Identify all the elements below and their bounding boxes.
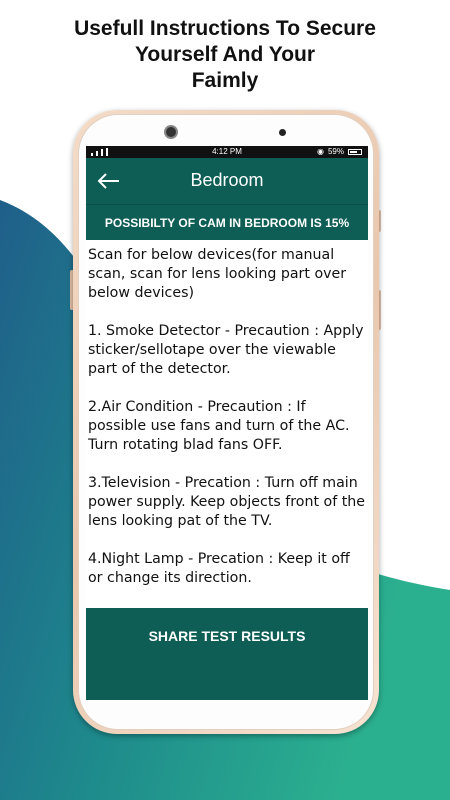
share-test-results-button[interactable]: SHARE TEST RESULTS [86, 608, 368, 700]
eye-icon: ◉ [317, 147, 324, 156]
app-bar [86, 158, 368, 204]
front-camera-icon [164, 125, 178, 139]
battery-percent: 59% [327, 147, 344, 156]
instructions-scroll[interactable] [88, 246, 366, 608]
app-screen [86, 146, 368, 700]
instruction-item: 4.Night Lamp - Precation : Keep it off or change its direction. [88, 551, 350, 586]
instruction-item: Scan for below devices(for manual scan, scan for lens looking part over below devices) [88, 247, 347, 301]
battery-icon [348, 149, 362, 155]
app-title: Bedroom [190, 170, 264, 190]
headline-line-1: Usefull Instructions To Secure [74, 17, 376, 40]
sensor-icon [279, 129, 286, 136]
instruction-item: 1. Smoke Detector - Precaution : Apply sticker/sellotape over the viewable part of the detector. [88, 323, 364, 377]
headline-line-3: Faimly [191, 69, 259, 92]
headline [0, 16, 450, 94]
status-bar [86, 146, 368, 158]
status-right [317, 146, 362, 158]
status-time: 4:12 PM [212, 147, 242, 156]
possibility-banner: POSSIBILTY OF CAM IN BEDROOM IS 15% [86, 204, 368, 240]
instruction-item: 2.Air Condition - Precaution : If possible use fans and turn of the AC. Turn rotating blad fans OFF. [88, 399, 350, 453]
headline-line-2: Yourself And Your [134, 43, 316, 66]
instruction-item: 3.Television - Precation : Turn off main power supply. Keep objects front of the lens looking pat of the TV. [88, 475, 366, 529]
